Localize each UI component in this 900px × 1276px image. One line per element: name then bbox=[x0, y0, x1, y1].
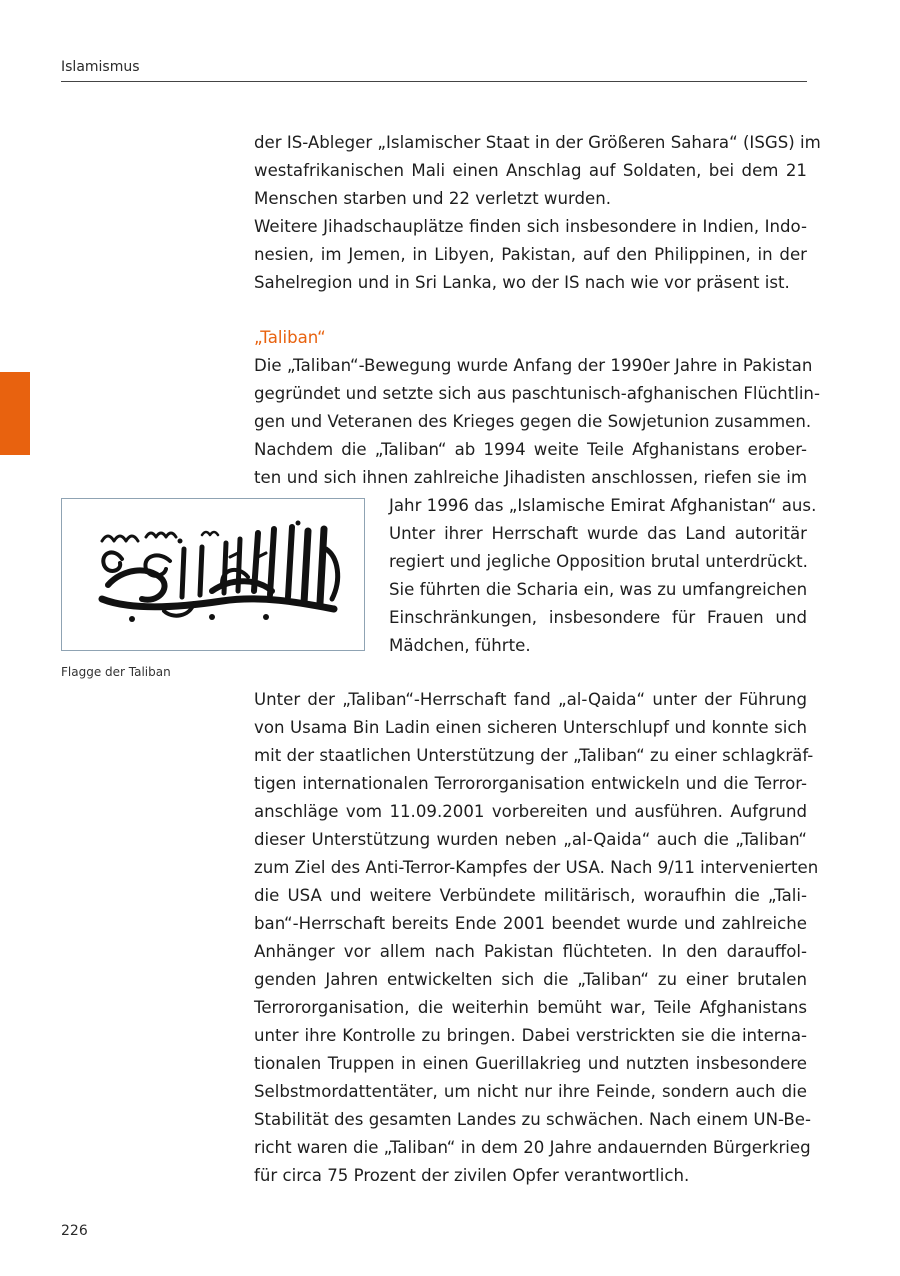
body-line: richt waren die „Taliban“ in dem 20 Jahre andauernden Bürgerkrieg bbox=[254, 1138, 811, 1157]
section-line: ten und sich ihnen zahlreiche Jihadisten anschlossen, riefen sie im bbox=[254, 468, 807, 487]
section-line: Nachdem die „Taliban“ ab 1994 weite Teile Afghanistans erober- bbox=[254, 440, 807, 459]
body-line: tigen internationalen Terrororganisation entwickeln und die Terror- bbox=[254, 774, 807, 793]
body-line: anschläge vom 11.09.2001 vorbereiten und ausführen. Aufgrund bbox=[254, 802, 807, 821]
flag-figure bbox=[61, 498, 365, 651]
body-line: Selbstmordattentäter, um nicht nur ihre Feinde, sondern auch die bbox=[254, 1082, 807, 1101]
page-number: 226 bbox=[61, 1223, 88, 1239]
body-line: Stabilität des gesamten Landes zu schwächen. Nach einem UN-Be- bbox=[254, 1110, 811, 1129]
body-line: tionalen Truppen in einen Guerillakrieg und nutzten insbesondere bbox=[254, 1054, 807, 1073]
body-line: von Usama Bin Ladin einen sicheren Unterschlupf und konnte sich bbox=[254, 718, 807, 737]
body-line: Anhänger vor allem nach Pakistan flüchteten. In den darauffol- bbox=[254, 942, 807, 961]
intro-line: westafrikanischen Mali einen Anschlag auf Soldaten, bei dem 21 bbox=[254, 161, 807, 180]
section-heading: „Taliban“ bbox=[254, 328, 326, 347]
running-title: Islamismus bbox=[61, 59, 140, 75]
intro-line: der IS-Ableger „Islamischer Staat in der Größeren Sahara“ (ISGS) im bbox=[254, 133, 821, 152]
chapter-tab-marker bbox=[0, 372, 30, 455]
section-line: regiert und jegliche Opposition brutal unterdrückt. bbox=[389, 552, 808, 571]
body-line: Terrororganisation, die weiterhin bemüht war, Teile Afghanistans bbox=[254, 998, 807, 1017]
taliban-flag-icon bbox=[62, 499, 364, 650]
section-line: Einschränkungen, insbesondere für Frauen und bbox=[389, 608, 807, 627]
section-line: Jahr 1996 das „Islamische Emirat Afghanistan“ aus. bbox=[389, 496, 817, 515]
body-line: für circa 75 Prozent der zivilen Opfer verantwortlich. bbox=[254, 1166, 690, 1185]
body-line: Unter der „Taliban“-Herrschaft fand „al-Qaida“ unter der Führung bbox=[254, 690, 807, 709]
body-line: zum Ziel des Anti-Terror-Kampfes der USA. Nach 9/11 intervenierten bbox=[254, 858, 819, 877]
body-line: mit der staatlichen Unterstützung der „Taliban“ zu einer schlagkräf- bbox=[254, 746, 814, 765]
intro-line: Menschen starben und 22 verletzt wurden. bbox=[254, 189, 612, 208]
section-line: Sie führten die Scharia ein, was zu umfangreichen bbox=[389, 580, 808, 599]
section-line: Die „Taliban“-Bewegung wurde Anfang der 1990er Jahre in Pakistan bbox=[254, 356, 813, 375]
figure-caption: Flagge der Taliban bbox=[61, 665, 171, 679]
body-line: genden Jahren entwickelten sich die „Taliban“ zu einer brutalen bbox=[254, 970, 807, 989]
body-line: dieser Unterstützung wurden neben „al-Qaida“ auch die „Taliban“ bbox=[254, 830, 807, 849]
intro-line: Sahelregion und in Sri Lanka, wo der IS nach wie vor präsent ist. bbox=[254, 273, 790, 292]
intro-line: nesien, im Jemen, in Libyen, Pakistan, auf den Philippinen, in der bbox=[254, 245, 807, 264]
intro-line: Weitere Jihadschauplätze finden sich insbesondere in Indien, Indo- bbox=[254, 217, 807, 236]
body-line: unter ihre Kontrolle zu bringen. Dabei verstrickten sie die interna- bbox=[254, 1026, 807, 1045]
section-line: Unter ihrer Herrschaft wurde das Land autoritär bbox=[389, 524, 807, 543]
section-line: gen und Veteranen des Krieges gegen die Sowjetunion zusammen. bbox=[254, 412, 812, 431]
body-line: ban“-Herrschaft bereits Ende 2001 beendet wurde und zahlreiche bbox=[254, 914, 807, 933]
section-line: Mädchen, führte. bbox=[389, 636, 531, 655]
body-line: die USA und weitere Verbündete militärisch, woraufhin die „Tali- bbox=[254, 886, 807, 905]
section-line: gegründet und setzte sich aus paschtunisch-afghanischen Flüchtlin- bbox=[254, 384, 820, 403]
header-rule bbox=[61, 81, 807, 82]
